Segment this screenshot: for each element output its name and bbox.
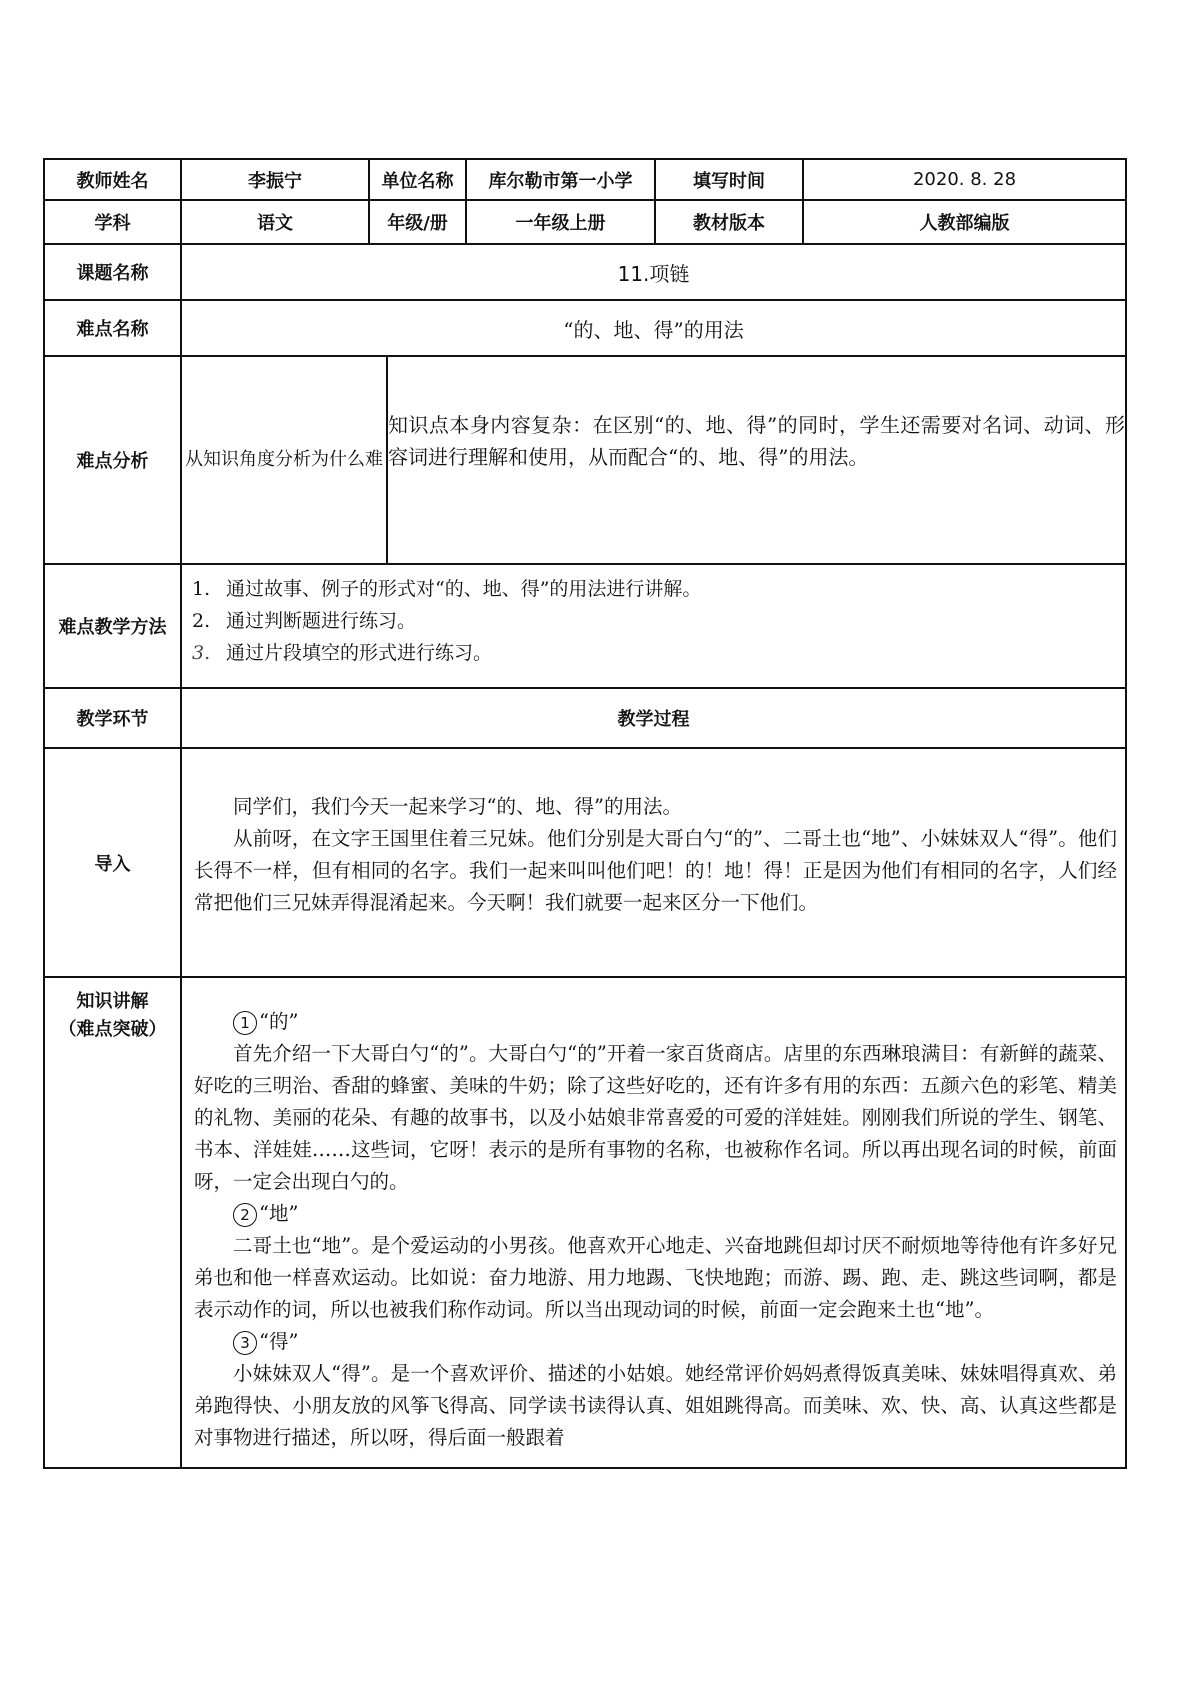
subject-label: 学科 (44, 200, 181, 244)
grade-value: 一年级上册 (466, 200, 655, 244)
knowledge-cell (181, 977, 1126, 1468)
knowledge-row (44, 977, 1126, 1468)
teacher-value: 李振宁 (181, 159, 369, 200)
list-item-text: 通过故事、例子的形式对“的、地、得”的用法进行讲解。 (226, 578, 702, 600)
time-label: 填写时间 (655, 159, 803, 200)
analysis-inner-table (182, 357, 1125, 563)
unit-value: 库尔勒市第一小学 (466, 159, 655, 200)
analysis-sub-label: 从知识角度分析为什么难 (182, 357, 387, 563)
list-item (192, 605, 1115, 637)
edition-value: 人教部编版 (803, 200, 1126, 244)
intro-label: 导入 (44, 748, 181, 977)
list-item-number: 3. (192, 642, 211, 664)
knowledge-text (182, 1006, 1125, 1454)
difficulty-label: 难点名称 (44, 300, 181, 356)
info-row-1 (44, 159, 1126, 200)
info-row-2 (44, 200, 1126, 244)
analysis-row (44, 356, 1126, 564)
unit-label: 单位名称 (369, 159, 466, 200)
methods-list (182, 565, 1125, 677)
section-text-de: 首先介绍一下大哥白勺“的”。大哥白勺“的”开着一家百货商店。店里的东西琳琅满目：有新鲜的蔬菜、好吃的三明治、香甜的蜂蜜、美味的牛奶；除了这些好吃的，还有许多有用的东西：五颜六色的彩笔、精美的礼物、美丽的花朵、有趣的故事书，以及小姑娘非常喜爱的可爱的洋娃娃。刚刚我们所说的学生、钢笔、书本、洋娃娃……这些词，它呀！表示的是所有事物的名称，也被称作名词。所以再出现名词的时候，前面呀，一定会出现白勺的。 (194, 1042, 1117, 1193)
lesson-plan-table (43, 158, 1127, 1469)
section-title: “得” (259, 1330, 299, 1353)
list-item-text: 通过判断题进行练习。 (226, 610, 417, 632)
edition-label: 教材版本 (655, 200, 803, 244)
intro-paragraph-2: 从前呀，在文字王国里住着三兄妹。他们分别是大哥白勺“的”、二哥土也“地”、小妹妹双人“得”。他们长得不一样，但有相同的名字。我们一起来叫叫他们吧！的！地！得！正是因为他们有相同的名字，人们经常把他们三兄妹弄得混淆起来。今天啊！我们就要一起来区分一下他们。 (194, 827, 1117, 914)
subject-value: 语文 (181, 200, 369, 244)
section-heading-de (194, 1006, 1117, 1038)
intro-row (44, 748, 1126, 977)
knowledge-label: 知识讲解 (76, 991, 149, 1012)
section-title: “的” (259, 1010, 299, 1033)
teacher-label: 教师姓名 (44, 159, 181, 200)
circled-number: 1 (233, 1011, 257, 1035)
circled-number: 2 (233, 1203, 257, 1227)
list-item-number: 2. (192, 610, 211, 632)
intro-cell (181, 748, 1126, 977)
process-header-row (44, 688, 1126, 748)
intro-text (182, 791, 1125, 919)
process-left-header: 教学环节 (44, 688, 181, 748)
section-heading-dei (194, 1326, 1117, 1358)
topic-label: 课题名称 (44, 244, 181, 300)
time-value: 2020. 8. 28 (803, 159, 1126, 200)
list-item (192, 637, 1115, 669)
circled-number: 3 (233, 1331, 257, 1355)
analysis-label: 难点分析 (44, 356, 181, 564)
knowledge-label-cell (44, 977, 181, 1468)
list-item (192, 573, 1115, 605)
topic-value: 11.项链 (181, 244, 1126, 300)
list-item-number: 1. (192, 578, 211, 600)
analysis-cell (181, 356, 1126, 564)
section-text-di: 二哥土也“地”。是个爱运动的小男孩。他喜欢开心地走、兴奋地跳但却讨厌不耐烦地等待他有许多好兄弟也和他一样喜欢运动。比如说：奋力地游、用力地踢、飞快地跑；而游、踢、跑、走、跳这些词啊，都是表示动作的词，所以也被我们称作动词。所以当出现动词的时候，前面一定会跑来土也“地”。 (194, 1234, 1117, 1321)
methods-label: 难点教学方法 (44, 564, 181, 688)
intro-paragraph-1: 同学们，我们今天一起来学习“的、地、得”的用法。 (233, 795, 682, 818)
analysis-text: 知识点本身内容复杂：在区别“的、地、得”的同时，学生还需要对名词、动词、形容词进行理解和使用，从而配合“的、地、得”的用法。 (388, 413, 1125, 469)
difficulty-row (44, 300, 1126, 356)
topic-row (44, 244, 1126, 300)
difficulty-value: “的、地、得”的用法 (181, 300, 1126, 356)
methods-cell (181, 564, 1126, 688)
section-heading-di (194, 1198, 1117, 1230)
section-text-dei: 小妹妹双人“得”。是一个喜欢评价、描述的小姑娘。她经常评价妈妈煮得饭真美味、妹妹唱得真欢、弟弟跑得快、小朋友放的风筝飞得高、同学读书读得认真、姐姐跳得高。而美味、欢、快、高、认真这些都是对事物进行描述，所以呀，得后面一般跟着 (194, 1362, 1117, 1449)
section-title: “地” (259, 1202, 299, 1225)
grade-label: 年级/册 (369, 200, 466, 244)
list-item-text: 通过片段填空的形式进行练习。 (226, 642, 493, 664)
process-right-header: 教学过程 (181, 688, 1126, 748)
knowledge-sub-label: （难点突破） (58, 1019, 167, 1040)
methods-row (44, 564, 1126, 688)
